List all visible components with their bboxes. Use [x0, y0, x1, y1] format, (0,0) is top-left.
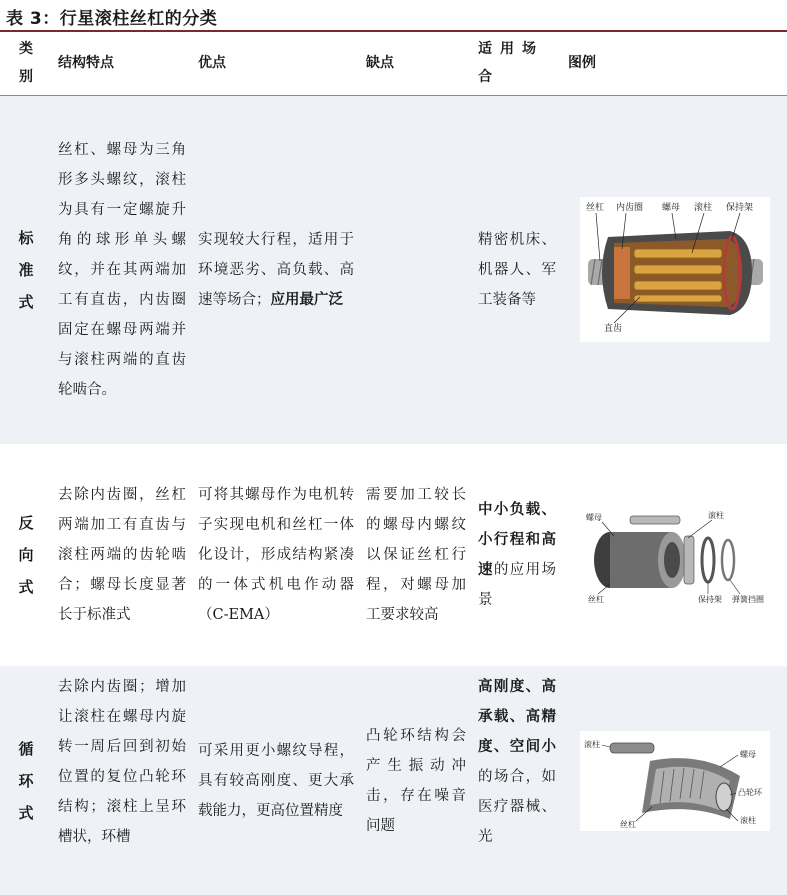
- figure-label: 内齿圈: [615, 203, 643, 214]
- structure-cell: 去除内齿圈，丝杠两端加工有直齿与滚柱两端的齿轮啮合；螺母长度显著长于标准式: [52, 445, 192, 665]
- figure-label: 滚柱: [739, 815, 756, 825]
- category-cell: 反向式: [0, 445, 52, 665]
- figure-label: 弹簧挡圈: [731, 595, 764, 604]
- figure-label: 丝杠: [585, 203, 604, 214]
- figure-cell: [562, 445, 787, 665]
- header-advantages: 优点: [198, 55, 226, 72]
- applications-cell: 精密机床、机器人、军工装备等: [478, 231, 556, 308]
- category-cell: 标准式: [18, 228, 34, 311]
- category-cell: 循环式: [0, 665, 52, 895]
- header-category: 类别: [19, 41, 33, 86]
- figure-label: 螺母: [585, 513, 602, 522]
- applications-cell: 中小负载、小行程和高速的应用场景: [472, 445, 562, 665]
- table-row-standard: [0, 95, 787, 445]
- structure-cell: 去除内齿圈；增加让滚柱在螺母内旋转一周后回到初始位置的复位凸轮环结构；滚柱上呈环槽状，环槽: [52, 665, 192, 895]
- structure-cell: 丝杠、螺母为三角形多头螺纹，滚柱为具有一定螺旋升角的球形单头螺纹，并在其两端加工有直齿，内齿圈固定在螺母两端并与滚柱两端的直齿轮啮合。: [58, 141, 186, 398]
- header-applications: 适用场合: [478, 41, 544, 86]
- disadvantages-cell: [360, 95, 472, 445]
- advantages-cell: 可采用更小螺纹导程，具有较高刚度、更大承载能力，更高位置精度: [192, 665, 360, 895]
- advantages-cell: 实现较大行程，适用于环境恶劣、高负载、高速等场合；应用最广泛: [198, 231, 354, 308]
- table-title: 表 3：行星滚柱丝杠的分类: [6, 9, 218, 29]
- inverted-roller-screw-figure: [580, 500, 770, 610]
- header-row: [0, 32, 787, 95]
- figure-cell: [562, 665, 787, 895]
- classification-table: [0, 32, 787, 895]
- header-figure: 图例: [568, 55, 596, 72]
- disadvantages-cell: 凸轮环结构会产生振动冲击，存在噪音问题: [360, 665, 472, 895]
- table-row-recirculating: [0, 665, 787, 895]
- figure-label: 直齿: [603, 324, 622, 335]
- disadvantages-cell: 需要加工较长的螺母内螺纹以保证丝杠行程，对螺母加工要求较高: [360, 445, 472, 665]
- figure-label: 凸轮环: [737, 787, 762, 797]
- figure-label: 螺母: [739, 749, 756, 759]
- figure-label: 保持架: [697, 595, 722, 604]
- figure-label: 丝杠: [587, 595, 604, 604]
- table-row-inverted: [0, 445, 787, 665]
- figure-label: 滚柱: [707, 511, 724, 520]
- figure-label: 丝杠: [619, 819, 636, 829]
- advantages-cell: 可将其螺母作为电机转子实现电机和丝杠一体化设计，形成结构紧凑的一体式机电作动器（C-EMA）: [192, 445, 360, 665]
- figure-label: 螺母: [661, 203, 680, 214]
- figure-label: 滚柱: [693, 203, 712, 214]
- applications-cell: 高刚度、高承载、高精度、空间小的场合，如医疗器械、光: [472, 665, 562, 895]
- figure-label: 滚柱: [583, 739, 600, 749]
- header-disadvantages: 缺点: [366, 55, 394, 72]
- header-structure: 结构特点: [58, 55, 114, 72]
- figure-cell: [562, 95, 787, 445]
- recirculating-roller-screw-figure: [580, 731, 770, 831]
- standard-roller-screw-figure: [580, 197, 770, 342]
- figure-label: 保持架: [725, 203, 753, 214]
